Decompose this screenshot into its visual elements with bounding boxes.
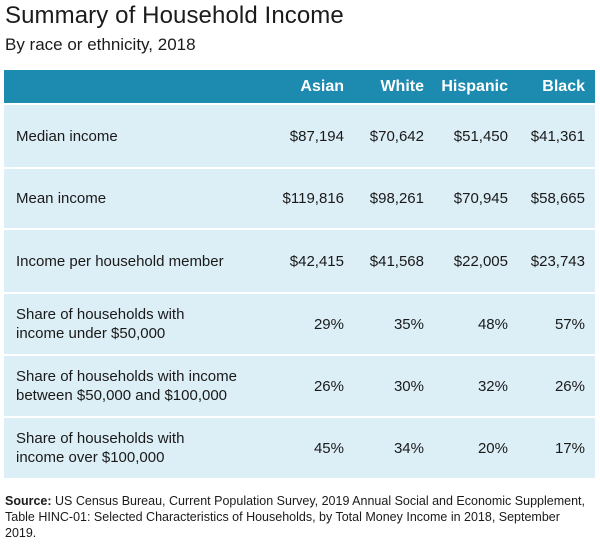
source-note bbox=[5, 493, 593, 541]
table-row bbox=[4, 103, 595, 167]
column-header-asian: Asian bbox=[300, 77, 344, 95]
income-table bbox=[4, 70, 595, 478]
cell-black: 26% bbox=[522, 354, 595, 416]
row-label bbox=[4, 103, 266, 167]
cell-white: 34% bbox=[358, 416, 438, 478]
cell-asian: $42,415 bbox=[266, 228, 358, 292]
page-title: Summary of Household Income bbox=[5, 2, 344, 29]
cell-asian: $119,816 bbox=[266, 167, 358, 228]
cell-hispanic: 20% bbox=[438, 416, 522, 478]
page-subtitle: By race or ethnicity, 2018 bbox=[5, 35, 196, 54]
table-row bbox=[4, 228, 595, 292]
source-label: Source: bbox=[5, 494, 52, 508]
cell-black: 17% bbox=[522, 416, 595, 478]
cell-black: 57% bbox=[522, 292, 595, 354]
row-label-line: between $50,000 and $100,000 bbox=[16, 387, 228, 404]
row-label bbox=[4, 292, 266, 354]
table-row bbox=[4, 416, 595, 478]
table-row bbox=[4, 354, 595, 416]
cell-black: $23,743 bbox=[522, 228, 595, 292]
cell-asian: 26% bbox=[266, 354, 358, 416]
cell-white: $70,642 bbox=[358, 103, 438, 167]
row-label-line: income under $50,000 bbox=[16, 325, 166, 342]
cell-black: $41,361 bbox=[522, 103, 595, 167]
row-label bbox=[4, 354, 266, 416]
row-label bbox=[4, 167, 266, 228]
cell-hispanic: 32% bbox=[438, 354, 522, 416]
table-row bbox=[4, 292, 595, 354]
cell-white: $41,568 bbox=[358, 228, 438, 292]
row-label-line: income over $100,000 bbox=[16, 449, 165, 466]
cell-white: $98,261 bbox=[358, 167, 438, 228]
cell-hispanic: $51,450 bbox=[438, 103, 522, 167]
cell-asian: $87,194 bbox=[266, 103, 358, 167]
source-text: US Census Bureau, Current Population Survey, 2019 Annual Social and Economic Supplement, Table HINC-01: Selected Characteristics of Households, by Total Money Income in 2018, September 2019. bbox=[5, 494, 585, 540]
cell-white: 30% bbox=[358, 354, 438, 416]
cell-black: $58,665 bbox=[522, 167, 595, 228]
row-label-line: Median income bbox=[16, 127, 118, 145]
header-row bbox=[4, 70, 595, 103]
column-header-black: Black bbox=[542, 77, 585, 95]
row-label-line: Income per household member bbox=[16, 252, 224, 270]
header-blank bbox=[4, 70, 266, 103]
table-header bbox=[4, 70, 595, 103]
cell-white: 35% bbox=[358, 292, 438, 354]
row-label-line: Share of households with income bbox=[16, 368, 237, 385]
row-label-line: Mean income bbox=[16, 190, 107, 207]
cell-asian: 29% bbox=[266, 292, 358, 354]
row-label-line: Share of households with bbox=[16, 430, 185, 447]
row-label bbox=[4, 416, 266, 478]
cell-hispanic: $22,005 bbox=[438, 228, 522, 292]
cell-asian: 45% bbox=[266, 416, 358, 478]
table-row bbox=[4, 167, 595, 228]
table-body bbox=[4, 103, 595, 478]
column-header-white: White bbox=[380, 77, 424, 95]
cell-hispanic: $70,945 bbox=[438, 167, 522, 228]
row-label-line: Share of households with bbox=[16, 306, 185, 323]
cell-hispanic: 48% bbox=[438, 292, 522, 354]
column-header-hispanic: Hispanic bbox=[441, 77, 508, 95]
row-label bbox=[4, 228, 266, 292]
